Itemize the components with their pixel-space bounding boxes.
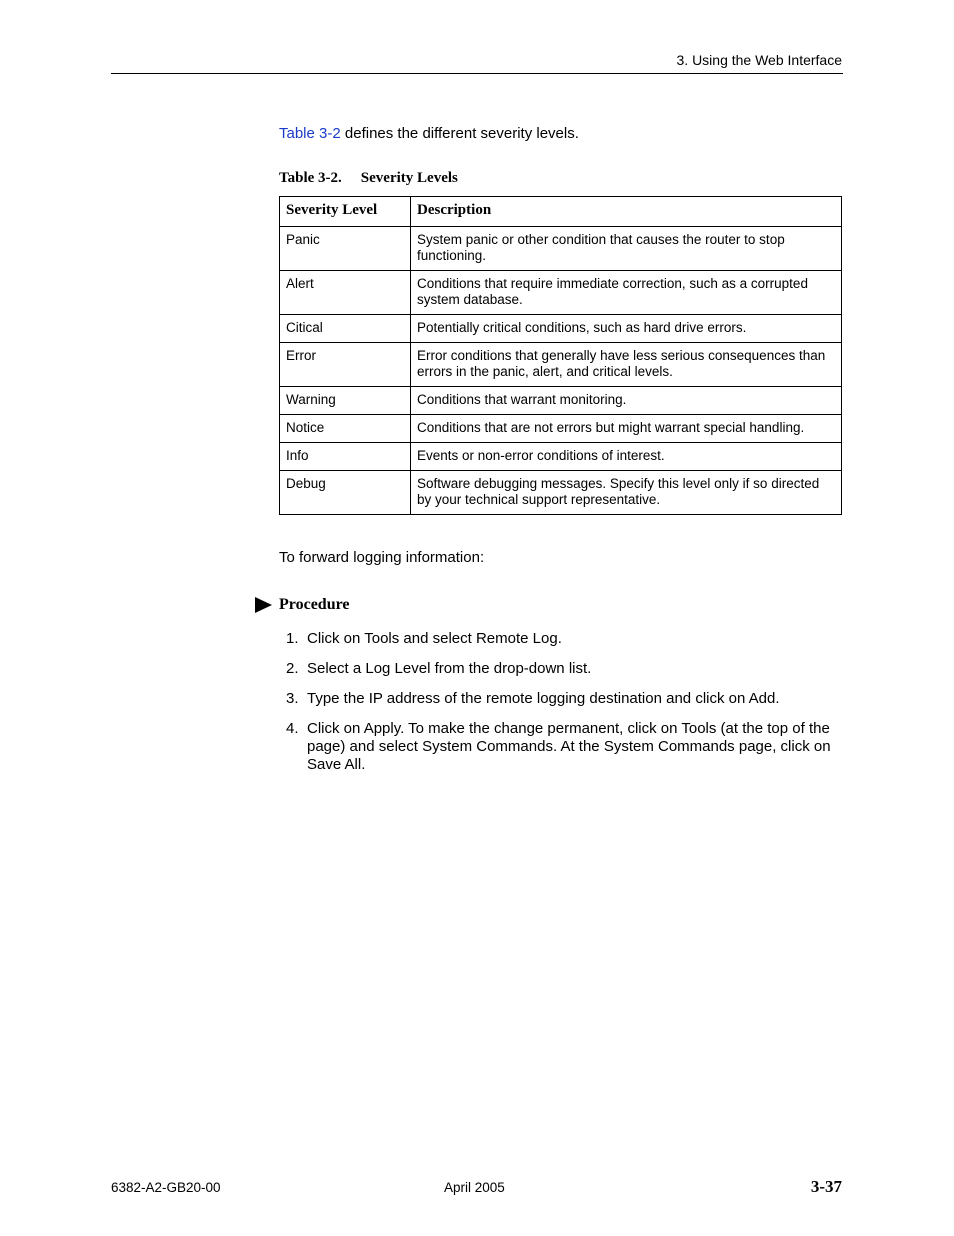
step-text: Click on Tools and select Remote Log. xyxy=(307,630,562,647)
step-number: 2. xyxy=(286,660,299,677)
table-caption-title: Severity Levels xyxy=(360,170,458,186)
list-item xyxy=(286,630,831,648)
severity-cell: Panic xyxy=(280,227,411,271)
step-number: 3. xyxy=(286,690,299,707)
header-divider xyxy=(111,73,843,74)
table-row xyxy=(280,271,842,315)
description-cell: Conditions that require immediate correction, such as a corrupted system database. xyxy=(411,271,842,315)
description-cell: Events or non-error conditions of interest. xyxy=(411,443,842,471)
triangle-right-icon xyxy=(255,597,272,613)
table-reference-link[interactable]: Table 3-2 xyxy=(279,125,341,142)
description-cell: Error conditions that generally have less serious consequences than errors in the panic, alert, and critical levels. xyxy=(411,343,842,387)
table-row xyxy=(280,343,842,387)
intro-paragraph xyxy=(279,125,579,142)
list-item xyxy=(286,720,831,774)
column-header-severity: Severity Level xyxy=(280,197,411,227)
procedure-title: Procedure xyxy=(279,596,350,613)
step-text: Type the IP address of the remote logging destination and click on Add. xyxy=(307,690,780,707)
table-row xyxy=(280,415,842,443)
severity-levels-table xyxy=(279,196,842,515)
description-cell: System panic or other condition that causes the router to stop functioning. xyxy=(411,227,842,271)
description-cell: Potentially critical conditions, such as hard drive errors. xyxy=(411,315,842,343)
forward-logging-text: To forward logging information: xyxy=(279,549,485,566)
procedure-heading xyxy=(255,596,350,614)
step-number: 1. xyxy=(286,630,299,647)
description-cell: Software debugging messages. Specify this level only if so directed by your technical support representative. xyxy=(411,471,842,515)
intro-text: defines the different severity levels. xyxy=(340,125,579,142)
step-text: Select a Log Level from the drop-down list. xyxy=(307,660,592,677)
document-number: 6382-A2-GB20-00 xyxy=(111,1180,221,1195)
table-row xyxy=(280,387,842,415)
table-row xyxy=(280,443,842,471)
table-row xyxy=(280,227,842,271)
severity-cell: Notice xyxy=(280,415,411,443)
page-number: 3-37 xyxy=(810,1177,842,1196)
severity-cell: Error xyxy=(280,343,411,387)
list-item xyxy=(286,660,831,678)
severity-cell: Warning xyxy=(280,387,411,415)
table-header-row xyxy=(280,197,842,227)
description-cell: Conditions that warrant monitoring. xyxy=(411,387,842,415)
step-text: Click on Apply. To make the change permanent, click on Tools (at the top of the page) and select System Commands. At the System Commands page, click on Save All. xyxy=(307,720,831,773)
severity-cell: Alert xyxy=(280,271,411,315)
description-cell: Conditions that are not errors but might warrant special handling. xyxy=(411,415,842,443)
step-number: 4. xyxy=(286,720,299,737)
publication-date: April 2005 xyxy=(444,1180,505,1195)
table-caption xyxy=(279,170,458,187)
table-row xyxy=(280,471,842,515)
list-item xyxy=(286,690,831,708)
severity-cell: Citical xyxy=(280,315,411,343)
table-row xyxy=(280,315,842,343)
running-header: 3. Using the Web Interface xyxy=(676,52,842,68)
table-caption-number: Table 3-2. xyxy=(279,170,342,186)
severity-cell: Info xyxy=(280,443,411,471)
column-header-description: Description xyxy=(411,197,842,227)
procedure-steps xyxy=(286,630,831,786)
severity-cell: Debug xyxy=(280,471,411,515)
